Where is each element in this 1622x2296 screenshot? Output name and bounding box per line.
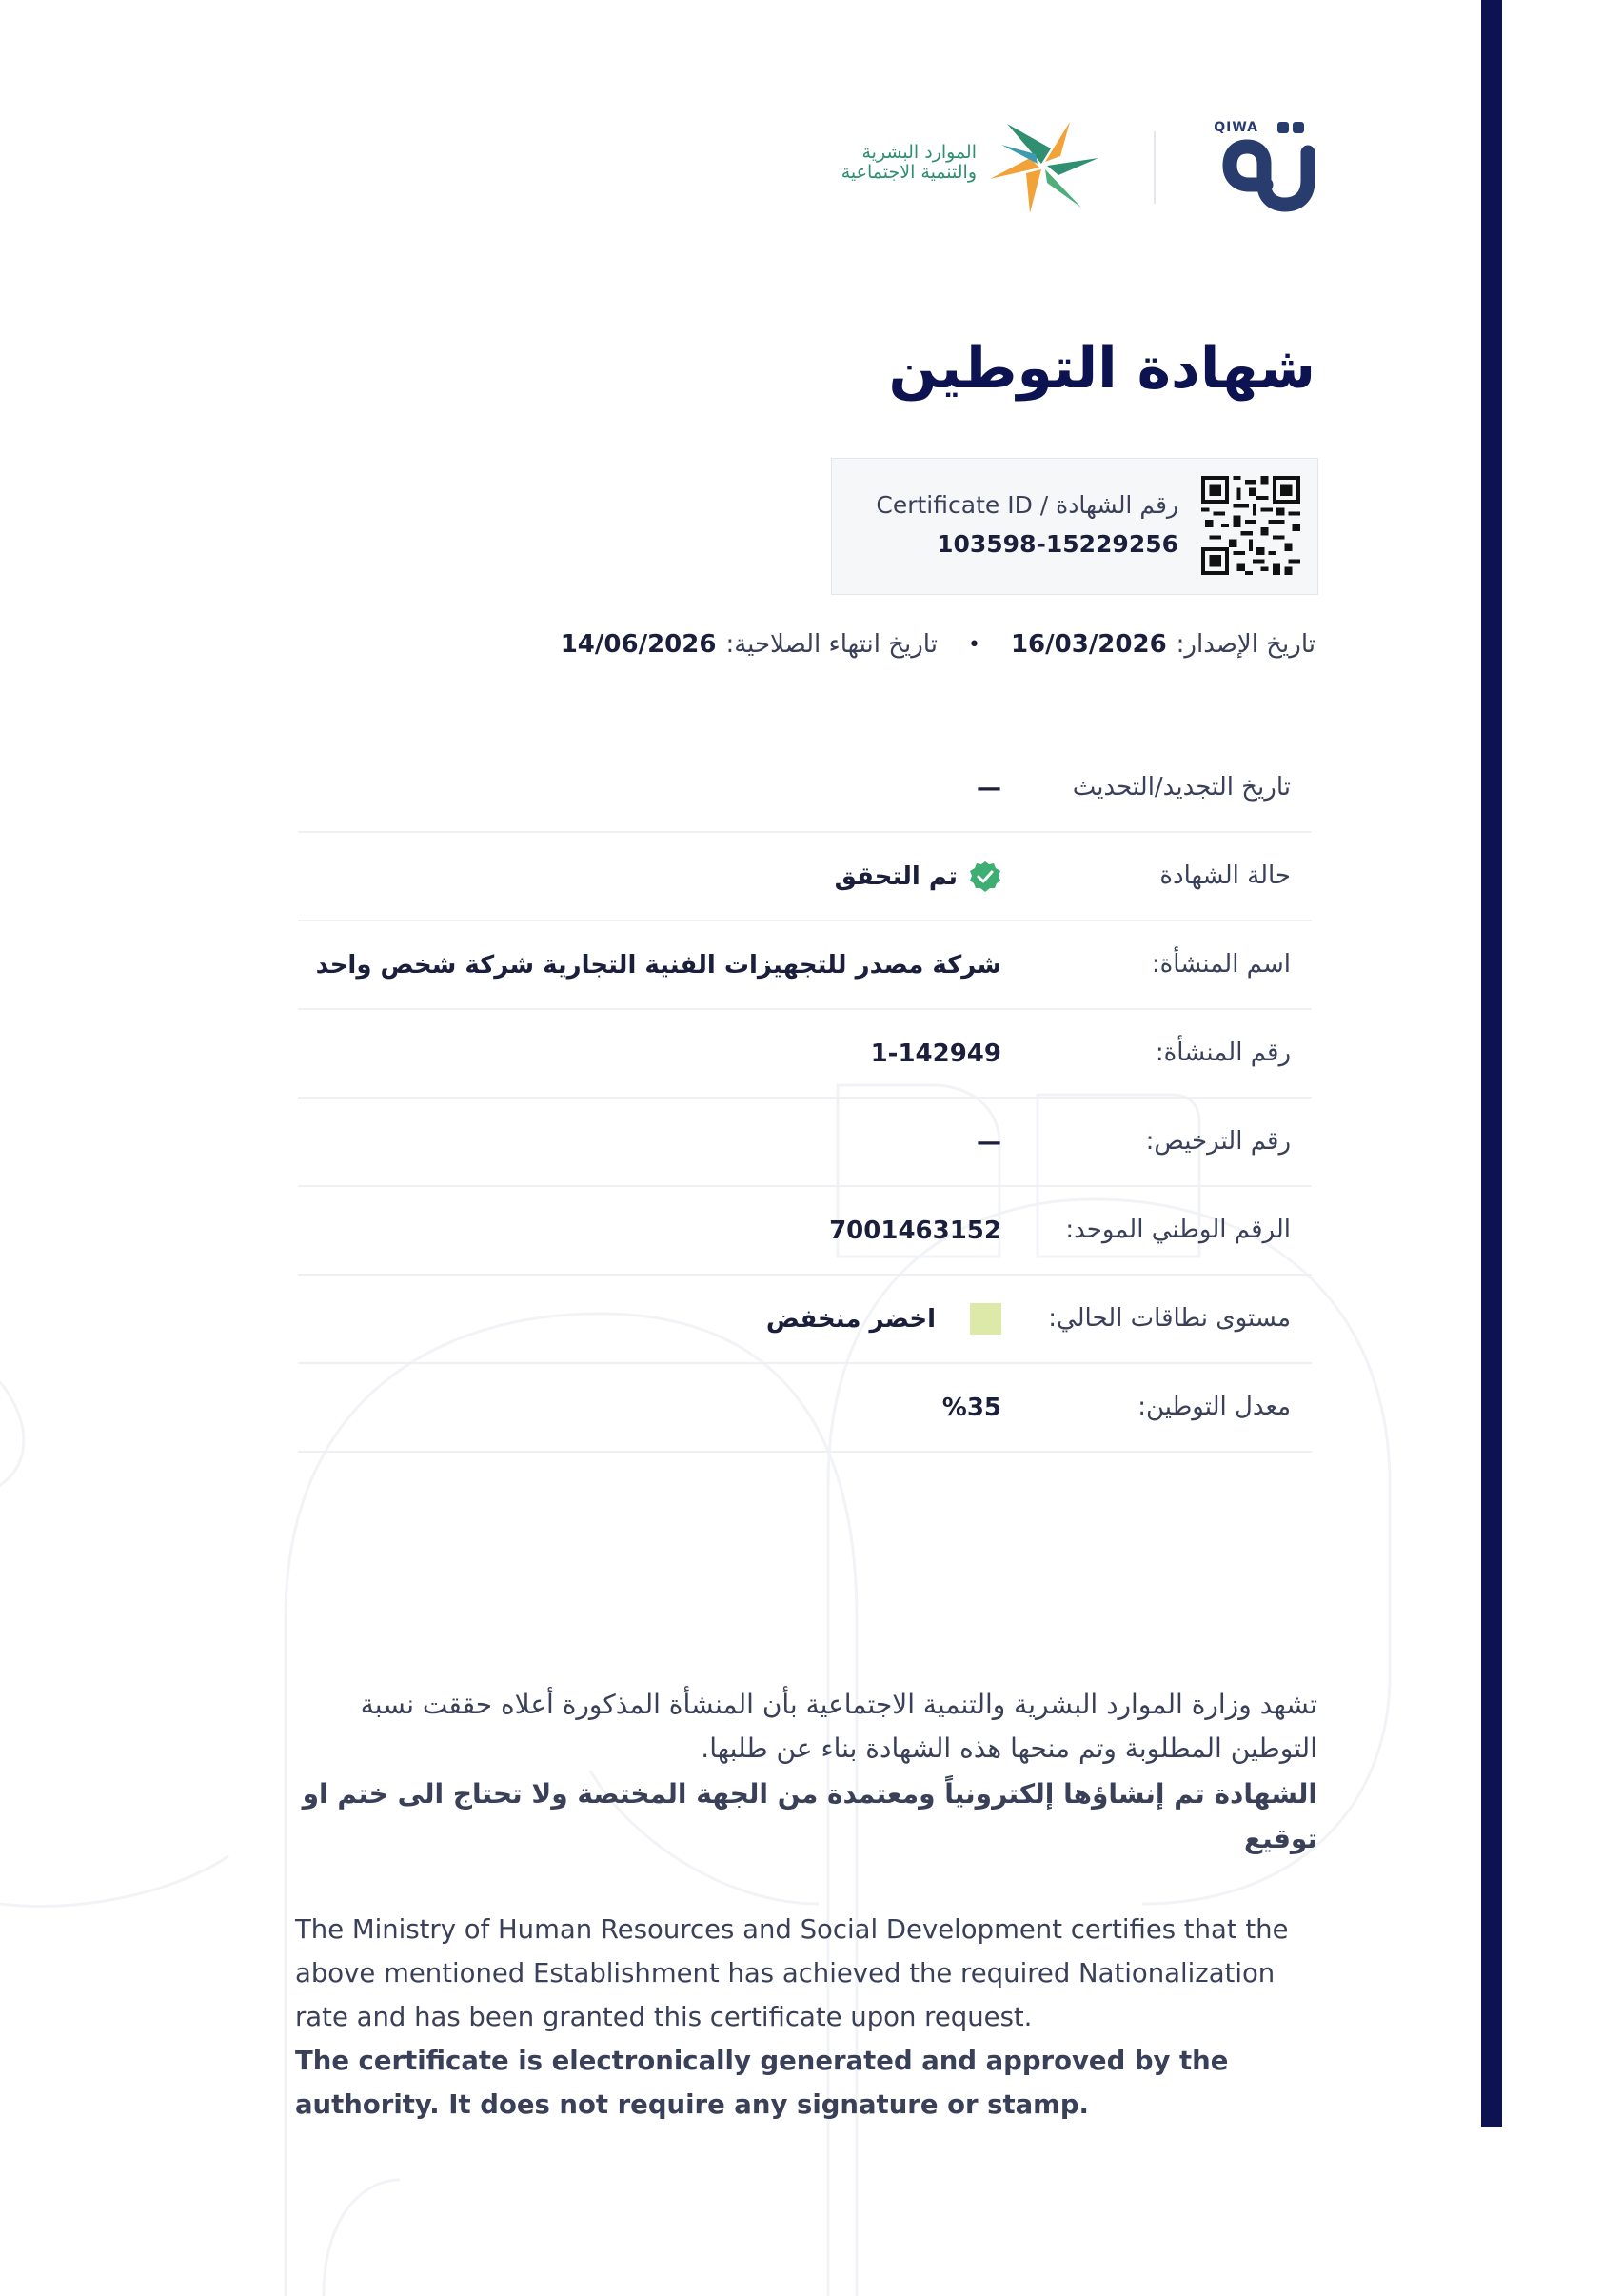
arabic-certification-statement: تشهد وزارة الموارد البشرية والتنمية الاجتماعية بأن المنشأة المذكورة أعلاه حققت نسبة التوطين المطلوبة وتم منحها هذه الشهادة بناء عن طلبها. xyxy=(360,1689,1317,1764)
mhrsd-logo-text xyxy=(841,143,977,183)
certificate-status-text: تم التحقق xyxy=(834,861,958,891)
row-renewal-date xyxy=(298,744,1312,833)
renewal-date-label: تاريخ التجديد/التحديث xyxy=(1072,773,1291,802)
sidebar-accent-bar xyxy=(1481,0,1502,2127)
renewal-date-dash: — xyxy=(977,773,1001,802)
license-number-dash: — xyxy=(977,1127,1001,1157)
expiry-date-label: تاريخ انتهاء الصلاحية: xyxy=(725,630,938,659)
license-number-label: رقم الترخيص: xyxy=(1145,1127,1291,1156)
certificate-status-value xyxy=(835,833,1001,920)
verified-badge-icon xyxy=(969,861,1001,893)
row-certificate-status xyxy=(298,833,1312,921)
mhrsd-star-icon xyxy=(988,120,1100,215)
certificate-status-label: حالة الشهادة xyxy=(1159,861,1291,890)
nitaqat-level-text: اخضر منخفض xyxy=(765,1304,936,1334)
english-electronic-notice: The certificate is electronically generated and approved by the authority. It does not require any signature or stamp. xyxy=(295,2046,1229,2120)
qr-code-icon xyxy=(1201,476,1300,575)
row-saudization-rate xyxy=(298,1364,1312,1453)
certificate-id-box xyxy=(831,458,1318,595)
nitaqat-level-label: مستوى نطاقات الحالي: xyxy=(1048,1304,1291,1333)
issue-date-value: 16/03/2026 xyxy=(1010,630,1167,659)
english-certification-statement: The Ministry of Human Resources and Social Development certifies that the above mentioned Establishment has achieved the required Nationalization rate and has been granted this certificate upon request. xyxy=(295,1914,1289,2032)
row-nitaqat-level xyxy=(298,1276,1312,1364)
mhrsd-line-2: والتنمية الاجتماعية xyxy=(841,162,977,183)
certificate-dates xyxy=(561,625,1315,663)
establishment-number-label: رقم المنشأة: xyxy=(1155,1039,1291,1067)
establishment-name-label: اسم المنشأة: xyxy=(1151,950,1291,979)
nitaqat-level-swatch xyxy=(970,1303,1001,1335)
arabic-electronic-notice: الشهادة تم إنشاؤها إلكترونياً ومعتمدة من الجهة المختصة ولا تحتاج الى ختم او توقيع xyxy=(302,1778,1317,1854)
row-establishment-name xyxy=(298,921,1312,1010)
qiwa-label: QIWA xyxy=(1214,120,1258,135)
dates-separator: • xyxy=(967,632,980,657)
license-number-value xyxy=(977,1099,1001,1185)
nitaqat-level-value xyxy=(766,1276,1001,1362)
row-license-number xyxy=(298,1099,1312,1187)
certificate-id-label: رقم الشهادة / Certificate ID xyxy=(876,491,1178,519)
establishment-number-value: 1-142949 xyxy=(870,1039,1001,1068)
unified-national-number-label: الرقم الوطني الموحد: xyxy=(1065,1216,1291,1244)
issue-date-label: تاريخ الإصدار: xyxy=(1176,630,1315,659)
certificate-id-value: 103598-15229256 xyxy=(937,530,1178,558)
expiry-date-value: 14/06/2026 xyxy=(560,630,717,659)
logo-divider xyxy=(1154,131,1156,204)
page-title: شهادة التوطين xyxy=(888,335,1315,402)
mhrsd-line-1: الموارد البشرية xyxy=(861,142,977,163)
row-establishment-number xyxy=(298,1010,1312,1099)
saudization-rate-value: %35 xyxy=(941,1393,1001,1422)
row-unified-national-number xyxy=(298,1187,1312,1276)
header-logos xyxy=(803,114,1317,214)
certificate-details-table xyxy=(298,744,1312,1453)
establishment-name-value: شركة مصدر للتجهيزات الفنية التجارية شركة شخص واحد xyxy=(315,950,1001,980)
unified-national-number-value: 7001463152 xyxy=(829,1216,1001,1245)
saudization-rate-label: معدل التوطين: xyxy=(1137,1393,1291,1421)
renewal-date-value xyxy=(977,744,1001,831)
